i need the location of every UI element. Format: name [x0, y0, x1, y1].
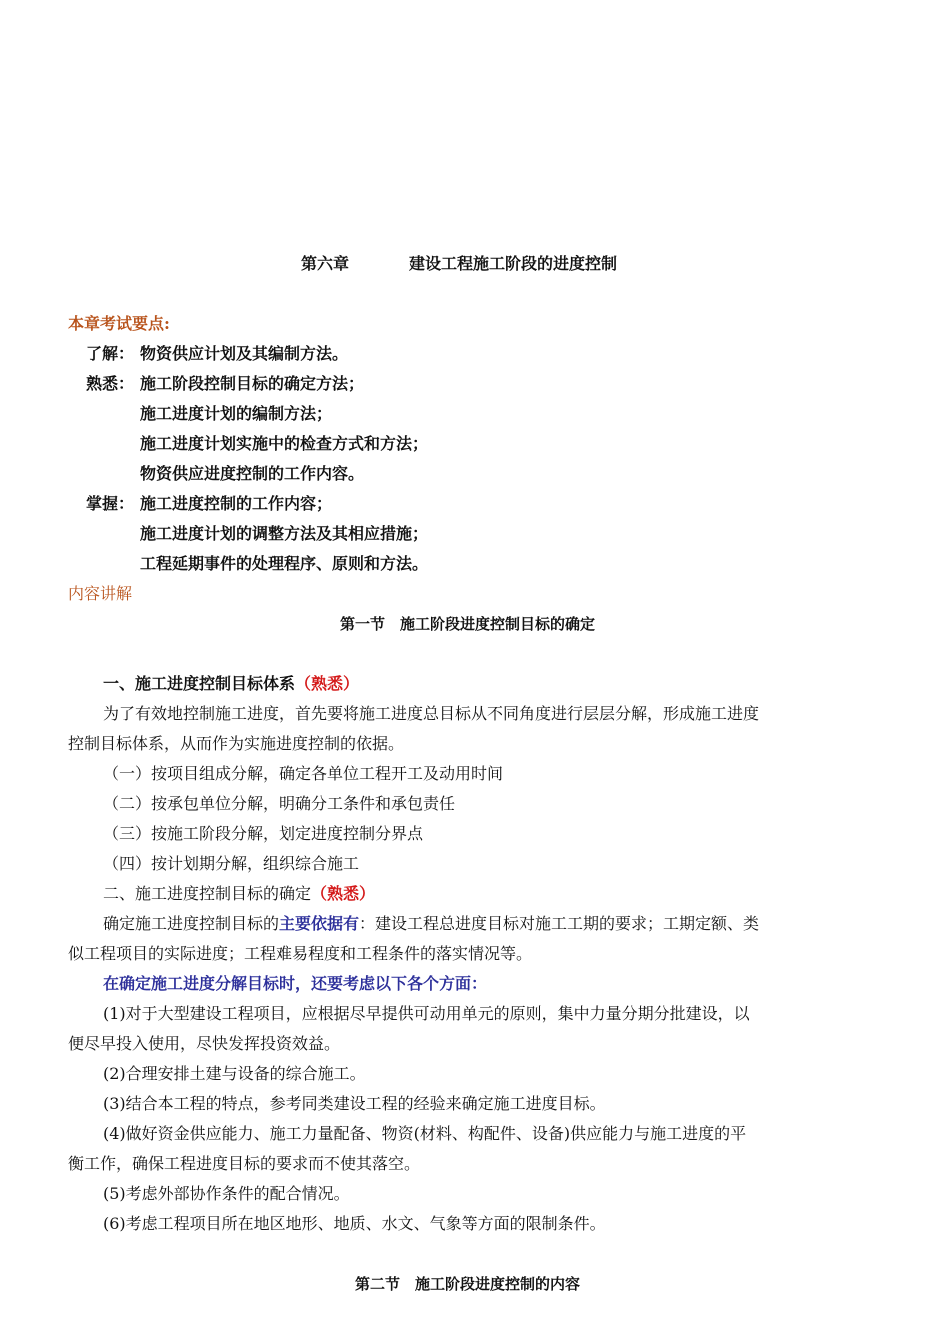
- familiar-tag: （熟悉）: [311, 884, 376, 903]
- content-label: 内容讲解: [68, 584, 133, 603]
- paragraph-line: [103, 913, 759, 935]
- heading-text: 一、施工进度控制目标体系: [103, 674, 296, 693]
- aspects-heading: 在确定施工进度分解目标时，还要考虑以下各个方面：: [103, 974, 488, 993]
- aspect-item: (1)对于大型建设工程项目，应根据尽早提供可动用单元的原则，集中力量分期分批建设，以: [103, 1004, 750, 1023]
- familiar-item: 物资供应进度控制的工作内容。: [140, 464, 365, 483]
- chapter-title: 建设工程施工阶段的进度控制: [409, 254, 618, 273]
- master-item: 施工进度计划的调整方法及其相应措施；: [140, 524, 429, 543]
- list-item: （三）按施工阶段分解，划定进度控制分界点: [103, 824, 424, 843]
- familiar-tag: （熟悉）: [295, 674, 360, 693]
- aspect-item-cont: 衡工作，确保工程进度目标的要求而不使其落空。: [68, 1154, 421, 1173]
- paragraph-line: 似工程项目的实际进度；工程难易程度和工程条件的落实情况等。: [68, 944, 533, 963]
- section1-heading-1: [103, 673, 359, 695]
- paragraph-line: 控制目标体系，从而作为实施进度控制的依据。: [68, 734, 405, 753]
- understand-item: 物资供应计划及其编制方法。: [140, 344, 349, 363]
- list-item: （四）按计划期分解，组织综合施工: [103, 854, 360, 873]
- familiar-item: 施工进度计划的编制方法；: [140, 404, 333, 423]
- master-item: 工程延期事件的处理程序、原则和方法。: [140, 554, 429, 573]
- paragraph-text: 确定施工进度控制目标的: [103, 914, 280, 933]
- list-item: （二）按承包单位分解，明确分工条件和承包责任: [103, 794, 456, 813]
- paragraph-line: 为了有效地控制施工进度，首先要将施工进度总目标从不同角度进行层层分解，形成施工进度: [103, 704, 760, 723]
- list-item: （一）按项目组成分解，确定各单位工程开工及动用时间: [103, 764, 504, 783]
- aspect-item: (4)做好资金供应能力、施工力量配备、物资(材料、构配件、设备)供应能力与施工进度的平: [103, 1124, 747, 1143]
- familiar-item: 施工进度计划实施中的检查方式和方法；: [140, 434, 429, 453]
- master-label: 掌握：: [86, 494, 135, 513]
- section2-title: 第二节 施工阶段进度控制的内容: [355, 1275, 581, 1293]
- heading-text: 二、施工进度控制目标的确定: [103, 884, 312, 903]
- master-item: 施工进度控制的工作内容；: [140, 494, 333, 513]
- familiar-label: 熟悉：: [86, 374, 135, 393]
- key-points-heading: 本章考试要点:: [68, 314, 170, 333]
- aspect-item: (5)考虑外部协作条件的配合情况。: [103, 1184, 350, 1203]
- chapter-number: 第六章: [301, 254, 350, 273]
- aspect-item: (6)考虑工程项目所在地区地形、地质、水文、气象等方面的限制条件。: [103, 1214, 606, 1233]
- emphasis-text: 主要依据有: [279, 914, 360, 933]
- section1-title: 第一节 施工阶段进度控制目标的确定: [340, 615, 596, 633]
- aspect-item: (2)合理安排土建与设备的综合施工。: [103, 1064, 366, 1083]
- paragraph-text: ：建设工程总进度目标对施工工期的要求；工期定额、类: [359, 914, 760, 933]
- familiar-item: 施工阶段控制目标的确定方法；: [140, 374, 365, 393]
- aspect-item: (3)结合本工程的特点，参考同类建设工程的经验来确定施工进度目标。: [103, 1094, 606, 1113]
- understand-label: 了解：: [86, 344, 135, 363]
- section1-heading-2: [103, 883, 375, 905]
- aspect-item-cont: 便尽早投入使用，尽快发挥投资效益。: [68, 1034, 341, 1053]
